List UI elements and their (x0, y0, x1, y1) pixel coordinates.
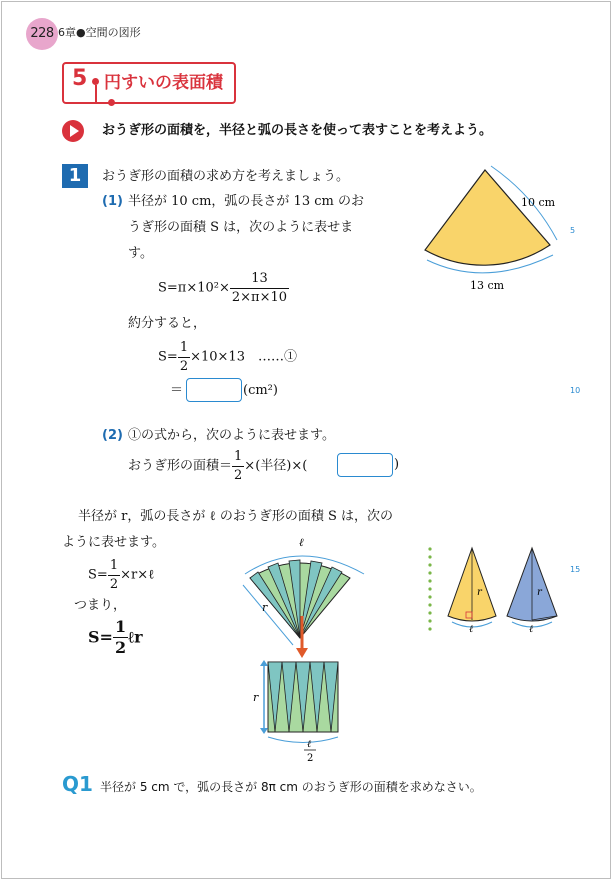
part1-label: (1) (102, 194, 123, 209)
general-equation-1: S= $\frac{1}{2}$ ×r×ℓ (88, 558, 155, 592)
equation-2: S= $\frac{1}{2}$ ×10×13 ……① (158, 340, 297, 374)
problem-lead: おうぎ形の面積の求め方を考えましょう。 (102, 169, 350, 184)
base-den: 2 (307, 753, 314, 764)
general-equation-2: S= $\frac{1}{2}$ ℓr (88, 617, 143, 657)
arrow-down-icon (296, 648, 308, 658)
reduce-text: 約分すると， (128, 316, 207, 331)
line-marker: 15 (570, 565, 581, 574)
part1-line: うぎ形の面積 S は，次のように表せま (128, 220, 354, 235)
line-marker: 5 (570, 226, 576, 235)
question-label: Q1 (62, 772, 93, 796)
part2-line: ①の式から，次のように表せます。 (128, 428, 335, 443)
arc-label: 13 cm (470, 279, 505, 292)
sector-figure (415, 160, 565, 295)
cone-r-label: r (477, 587, 482, 598)
equation-4: おうぎ形の面積＝ $\frac{1}{2}$ ×(半径)×( (128, 449, 308, 483)
base-brace (268, 737, 338, 743)
cone-l-label: ℓ (469, 624, 474, 635)
chapter-title: 6章●空間の図形 (58, 26, 141, 39)
sector-shape (425, 170, 550, 265)
part1-line: す。 (128, 246, 153, 261)
play-icon (62, 120, 84, 142)
section-dot-icon (108, 99, 115, 106)
intro-text: おうぎ形の面積を，半径と弧の長さを使って表すことを考えよう。 (102, 123, 493, 138)
fan-arc-label: ℓ (299, 536, 304, 549)
fan-radius-label: r (262, 601, 268, 614)
answer-box[interactable] (337, 453, 393, 477)
line-marker: 10 (570, 386, 581, 395)
problem-number: 1 (62, 164, 88, 188)
equation-1: S=π×10²× $\frac{13}{2\times\pi\times 10}$ (158, 271, 288, 305)
section-connector (95, 85, 97, 103)
dotted-divider (426, 545, 434, 635)
part1-line: 半径が 10 cm，弧の長さが 13 cm のお (128, 194, 364, 209)
cone-l-label: ℓ (529, 624, 534, 635)
part2-label: (2) (102, 428, 123, 443)
page-number: 228 (26, 18, 58, 50)
section-title: 円すいの表面積 (104, 73, 223, 93)
radius-label: 10 cm (521, 196, 556, 209)
equation-4-close: ) (394, 457, 400, 472)
cone-r-label: r (537, 587, 542, 598)
cones-figure (440, 540, 565, 635)
question-text: 半径が 5 cm で，弧の長さが 8π cm のおうぎ形の面積を求めなさい。 (100, 780, 482, 794)
section-dot-icon (92, 78, 99, 85)
answer-box[interactable] (186, 378, 242, 402)
height-label: r (253, 691, 259, 704)
general-line: 半径が r，弧の長さが ℓ のおうぎ形の面積 S は，次の (78, 509, 394, 524)
equation-3-unit: (cm²) (243, 383, 278, 398)
sothat-text: つまり， (74, 598, 127, 613)
equation-3-equals: ＝ (170, 383, 184, 398)
general-line: ように表せます。 (62, 535, 165, 550)
base-num: ℓ (307, 739, 312, 750)
section-number: 5 (72, 66, 88, 91)
fan-figure (238, 530, 373, 770)
